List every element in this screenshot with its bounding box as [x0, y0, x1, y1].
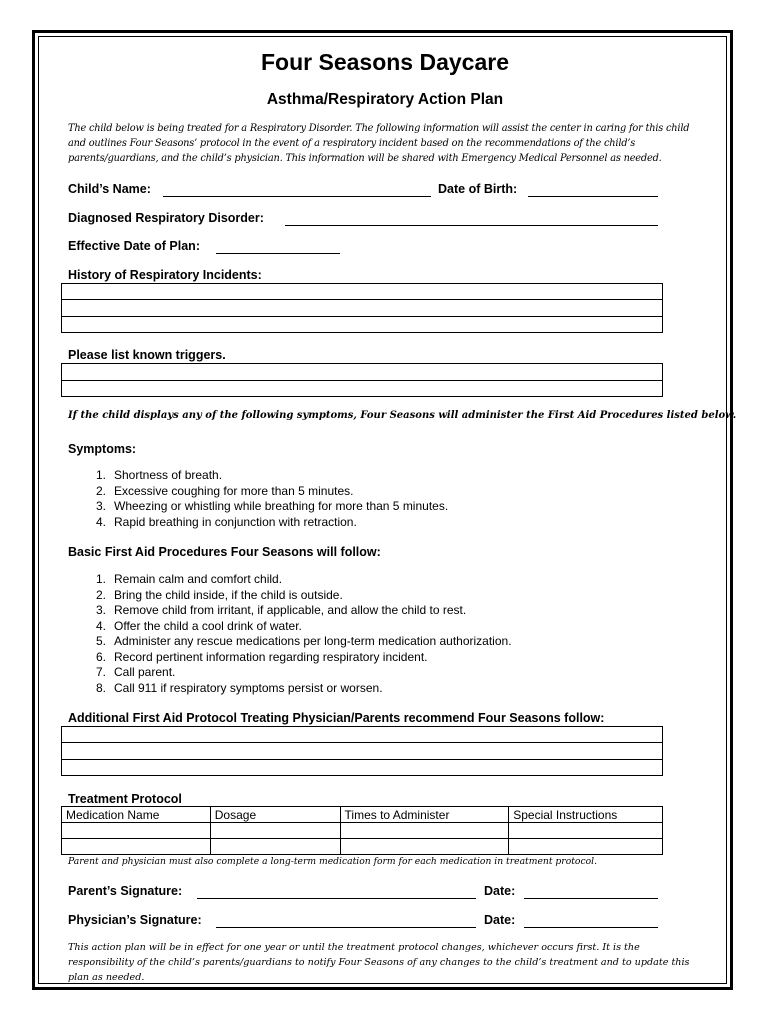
list-item: 8. Call 911 if respiratory symptoms persist or worsen.: [95, 680, 383, 695]
history-box[interactable]: [61, 283, 663, 333]
physician-date-field[interactable]: [524, 927, 658, 928]
table-cell[interactable]: [62, 839, 211, 855]
treatment-table: [61, 806, 663, 855]
table-row: [62, 839, 663, 855]
list-item: 4. Rapid breathing in conjunction with retraction.: [95, 514, 357, 529]
table-cell[interactable]: [509, 823, 663, 839]
effective-date-label: Effective Date of Plan:: [68, 239, 200, 253]
list-item: 4. Offer the child a cool drink of water.: [95, 618, 302, 633]
list-item: 2. Excessive coughing for more than 5 minutes.: [95, 483, 354, 498]
triggers-label: Please list known triggers.: [68, 348, 226, 362]
footer-note: This action plan will be in effect for one year or until the treatment protocol changes, whichever occurs first. It is the responsibility of the child’s parents/guardians to notify Four Seasons of any changes to the child’s treatment and to update this plan as needed.: [68, 942, 690, 983]
table-cell[interactable]: [62, 823, 211, 839]
list-item: 1. Shortness of breath.: [95, 468, 223, 482]
history-row[interactable]: [62, 284, 662, 300]
intro-paragraph: The child below is being treated for a Respiratory Disorder. The following information will assist the center in caring for this child and outlines Four Seasons’ protocol in the event of a respiratory incident based on the recommendations of the child’s parents/guardians, and the child’s physician. This information will be shared with Emergency Medical Personnel as needed.: [68, 123, 690, 164]
page-title: Four Seasons Daycare: [260, 49, 509, 75]
history-row[interactable]: [62, 317, 662, 332]
physician-signature-label: Physician’s Signature:: [68, 913, 202, 927]
column-header: Dosage: [210, 807, 340, 823]
symptom-warning: If the child displays any of the following symptoms, Four Seasons will administer the First Aid Procedures listed below.: [68, 410, 737, 421]
physician-date-label: Date:: [484, 913, 516, 927]
physician-signature-field[interactable]: [216, 927, 476, 928]
first-aid-list: [90, 572, 512, 696]
column-header: Special Instructions: [509, 807, 663, 823]
column-header: Times to Administer: [340, 807, 509, 823]
parent-date-label: Date:: [484, 884, 516, 898]
page-subtitle: Asthma/Respiratory Action Plan: [266, 91, 504, 108]
effective-date-field[interactable]: [216, 253, 340, 254]
child-name-field[interactable]: [163, 196, 431, 197]
list-item: 1. Remain calm and comfort child.: [95, 572, 283, 586]
disorder-field[interactable]: [285, 225, 658, 226]
list-item: 3. Wheezing or whistling while breathing for more than 5 minutes.: [95, 499, 449, 513]
symptoms-heading: Symptoms:: [68, 442, 137, 456]
list-item: 3. Remove child from irritant, if applicable, and allow the child to rest.: [95, 603, 467, 617]
parent-date-field[interactable]: [524, 898, 658, 899]
parent-signature-field[interactable]: [197, 898, 476, 899]
list-item: 5. Administer any rescue medications per long-term medication authorization.: [95, 634, 512, 648]
triggers-box[interactable]: [61, 363, 663, 397]
table-header-row: [62, 807, 663, 823]
table-cell[interactable]: [340, 839, 509, 855]
column-header: Medication Name: [62, 807, 211, 823]
table-cell[interactable]: [509, 839, 663, 855]
history-row[interactable]: [62, 300, 662, 317]
list-item: 7. Call parent.: [95, 665, 176, 679]
parent-signature-label: Parent’s Signature:: [68, 884, 183, 898]
additional-protocol-box[interactable]: [61, 726, 663, 776]
additional-row[interactable]: [62, 743, 662, 760]
treatment-note: Parent and physician must also complete a long-term medication form for each medication in treatment protocol.: [68, 856, 597, 867]
triggers-row[interactable]: [62, 364, 662, 381]
dob-field[interactable]: [528, 196, 658, 197]
first-aid-heading: Basic First Aid Procedures Four Seasons will follow:: [68, 545, 381, 559]
table-cell[interactable]: [210, 839, 340, 855]
triggers-row[interactable]: [62, 381, 662, 396]
list-item: 2. Bring the child inside, if the child is outside.: [95, 587, 343, 602]
additional-row[interactable]: [62, 760, 662, 775]
symptoms-list: [90, 468, 448, 530]
list-item: 6. Record pertinent information regarding respiratory incident.: [95, 649, 428, 664]
history-label: History of Respiratory Incidents:: [68, 268, 262, 282]
additional-protocol-label: Additional First Aid Protocol Treating Physician/Parents recommend Four Seasons follow:: [68, 711, 605, 725]
additional-row[interactable]: [62, 727, 662, 743]
table-row: [62, 823, 663, 839]
table-cell[interactable]: [340, 823, 509, 839]
treatment-heading: Treatment Protocol: [68, 792, 182, 806]
child-name-label: Child’s Name:: [68, 182, 151, 196]
table-cell[interactable]: [210, 823, 340, 839]
dob-label: Date of Birth:: [438, 182, 518, 196]
disorder-label: Diagnosed Respiratory Disorder:: [68, 211, 264, 225]
